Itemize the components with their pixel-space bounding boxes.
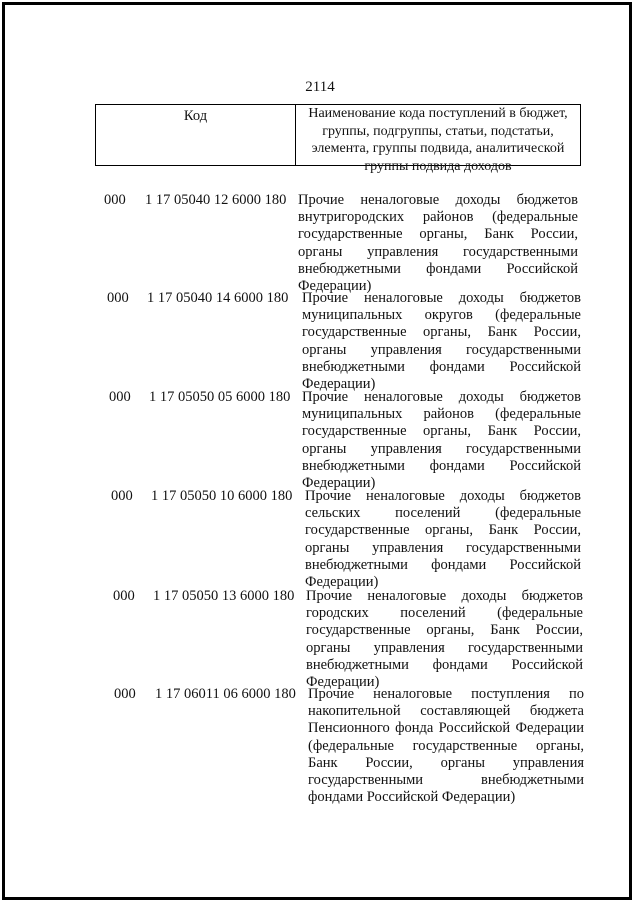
admin-code: 000: [107, 290, 129, 306]
revenue-description: Прочие неналоговые доходы бюджетов внутригородских районов (федеральные государственные органы, Банк России, органы управления государственными внебюджетными фондами Российской Федерации): [298, 192, 578, 295]
revenue-code: 1 17 06011 06 6000 180: [155, 686, 296, 702]
revenue-description: Прочие неналоговые доходы бюджетов городских поселений (федеральные государственные органы, Банк России, органы управления государственными внебюджетными фондами Российской Федерации): [306, 588, 583, 691]
admin-code: 000: [111, 488, 133, 504]
revenue-code: 1 17 05050 10 6000 180: [151, 488, 293, 504]
column-header-name: Наименование кода поступлений в бюджет, группы, подгруппы, статьи, подстатьи, элемента, группы подвида, аналитической группы подвида доходов: [308, 106, 568, 174]
revenue-code: 1 17 05050 13 6000 180: [153, 588, 295, 604]
table-header: [95, 104, 581, 174]
admin-code: 000: [113, 588, 135, 604]
column-header-code: Код: [96, 105, 296, 165]
page-number: 2114: [305, 79, 335, 95]
revenue-description: Прочие неналоговые доходы бюджетов сельских поселений (федеральные государственные органы, Банк России, органы управления государственными внебюджетными фондами Российской Федерации): [305, 488, 581, 591]
revenue-code: 1 17 05050 05 6000 180: [149, 389, 291, 405]
revenue-description: Прочие неналоговые доходы бюджетов муниципальных округов (федеральные государственные органы, Банк России, органы управления государственными внебюджетными фондами Российской Федерации): [302, 290, 581, 393]
admin-code: 000: [114, 686, 136, 702]
admin-code: 000: [109, 389, 131, 405]
revenue-code: 1 17 05040 14 6000 180: [147, 290, 289, 306]
admin-code: 000: [104, 192, 126, 208]
revenue-description: Прочие неналоговые поступления по накопительной составляющей бюджета Пенсионного фонда Российской Федерации (федеральные государственные органы, Банк России, органы управления государственными внебюджетными фондами Российской Федерации): [308, 686, 584, 806]
revenue-code: 1 17 05040 12 6000 180: [145, 192, 287, 208]
revenue-description: Прочие неналоговые доходы бюджетов муниципальных районов (федеральные государственные органы, Банк России, органы управления государственными внебюджетными фондами Российской Федерации): [302, 389, 581, 492]
